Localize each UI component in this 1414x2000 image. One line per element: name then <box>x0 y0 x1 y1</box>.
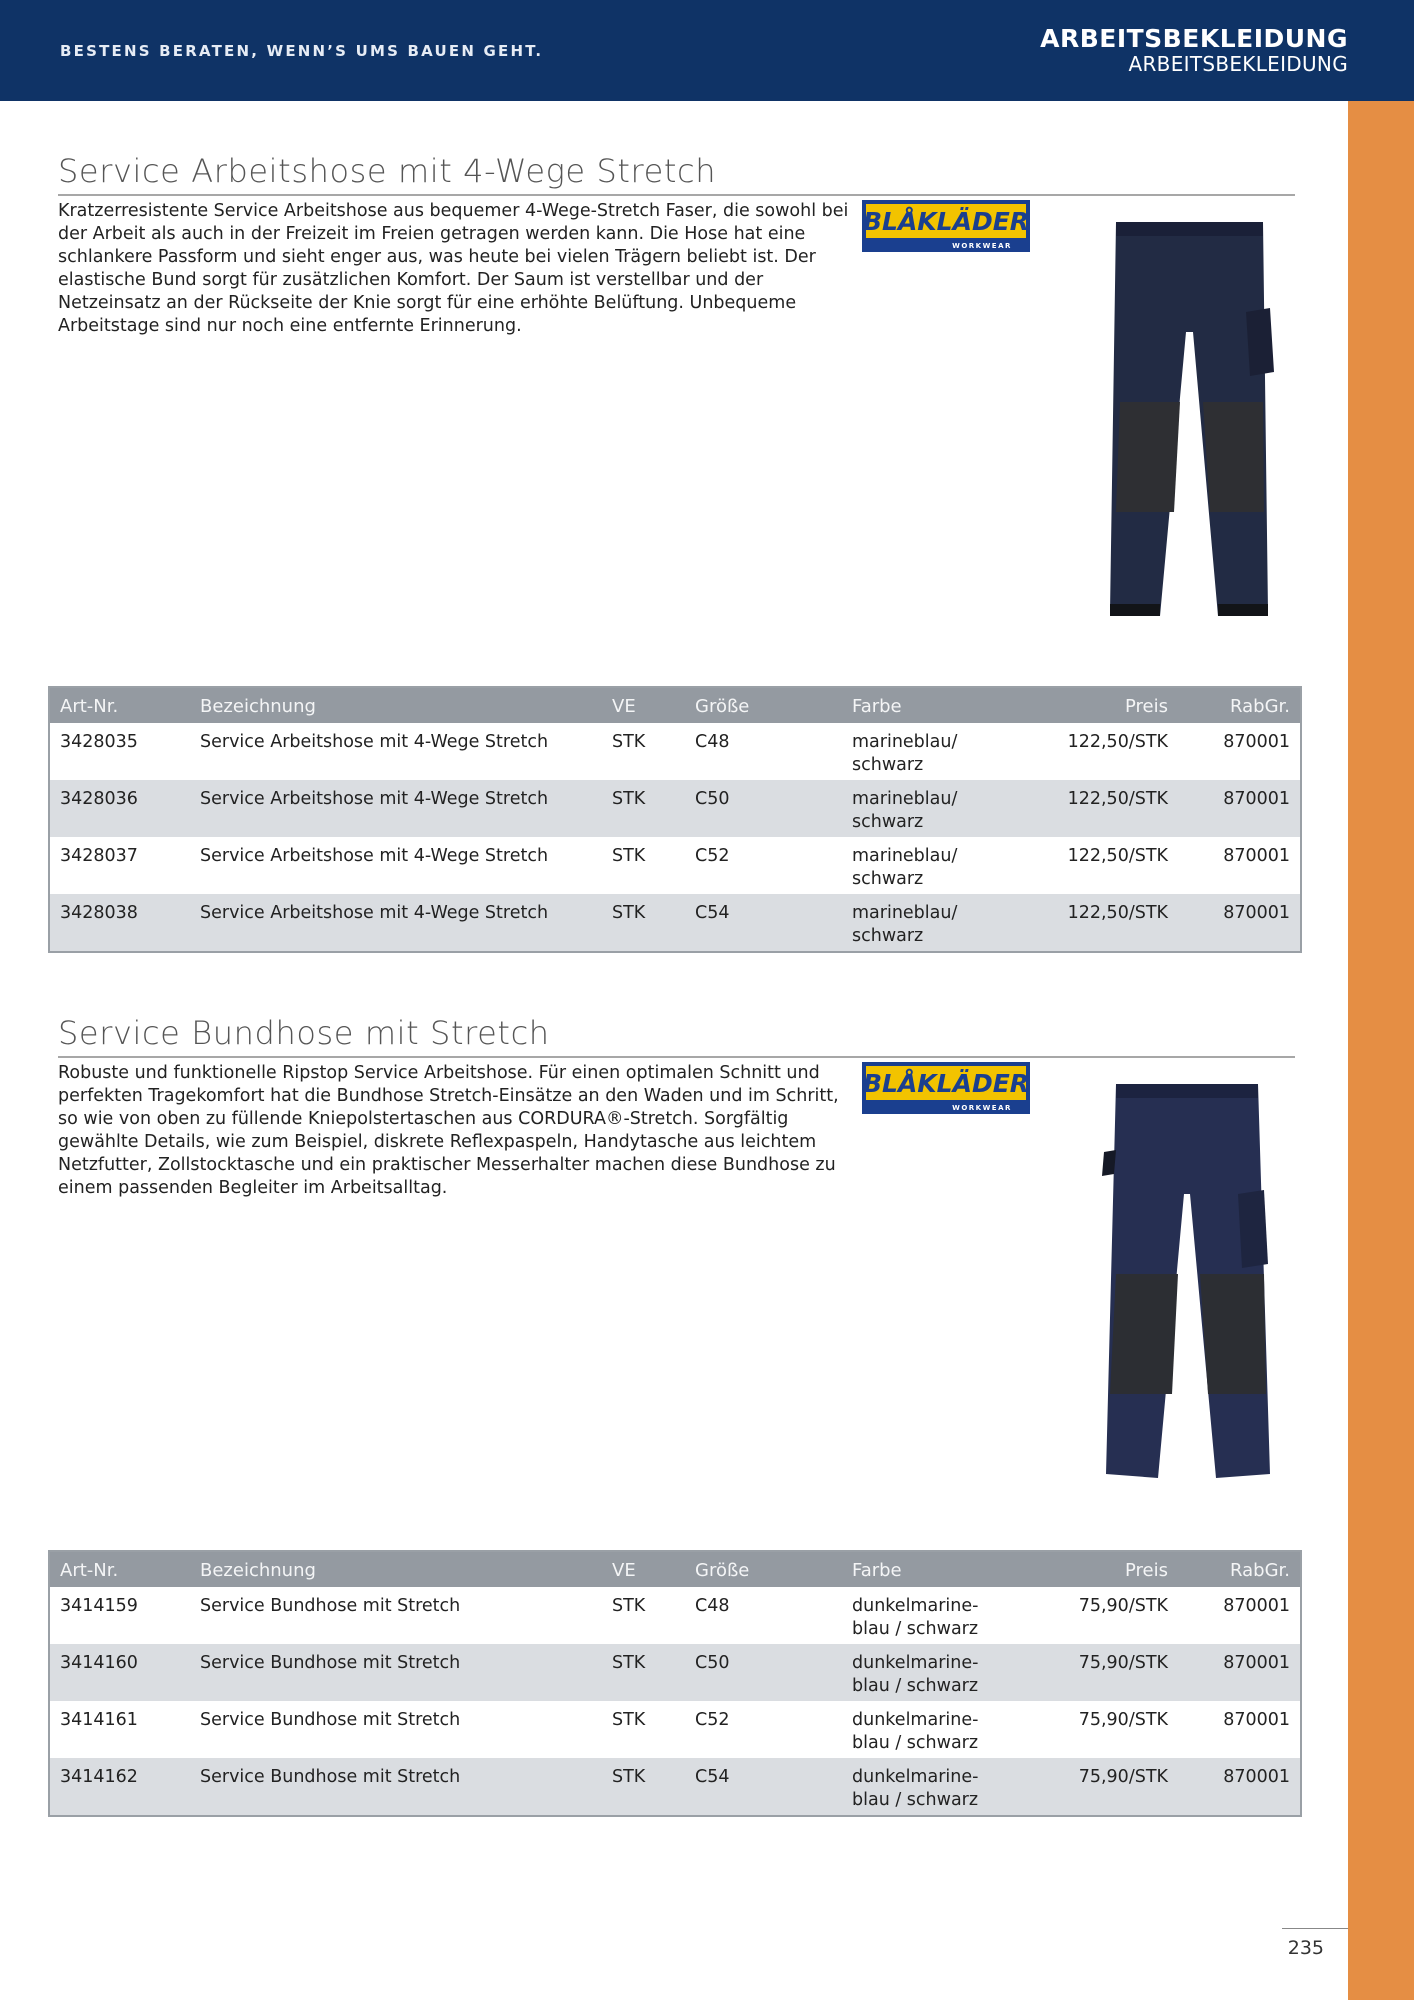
cell-ve: STK <box>612 732 646 752</box>
product-title: Service Bundhose mit Stretch <box>58 1014 550 1052</box>
cell-rabgr: 870001 <box>1223 732 1290 752</box>
cell-preis: 75,90/STK <box>1078 1767 1168 1787</box>
title-divider <box>58 194 1295 196</box>
table-header <box>50 688 1300 723</box>
cell-groesse: C48 <box>695 732 730 752</box>
cell-bezeichnung: Service Bundhose mit Stretch <box>200 1710 461 1730</box>
table-header <box>50 1552 1300 1587</box>
svg-text:BLÅKLÄDER: BLÅKLÄDER <box>862 207 1030 236</box>
col-bezeichnung: Bezeichnung <box>200 1560 316 1581</box>
table-row <box>50 894 1300 951</box>
cell-bezeichnung: Service Arbeitshose mit 4-Wege Stretch <box>200 903 549 923</box>
cell-farbe: dunkelmarine- blau / schwarz <box>852 1710 979 1753</box>
title-divider <box>58 1056 1295 1058</box>
cell-preis: 122,50/STK <box>1067 789 1168 809</box>
cell-ve: STK <box>612 789 646 809</box>
blaklader-logo <box>862 200 1030 252</box>
cell-rabgr: 870001 <box>1223 1596 1290 1616</box>
cell-bezeichnung: Service Arbeitshose mit 4-Wege Stretch <box>200 732 549 752</box>
cell-art: 3414161 <box>60 1710 138 1730</box>
cell-art: 3414159 <box>60 1596 138 1616</box>
svg-text:WORKWEAR: WORKWEAR <box>952 242 1012 250</box>
cell-rabgr: 870001 <box>1223 846 1290 866</box>
cell-art: 3428036 <box>60 789 138 809</box>
col-rabgr: RabGr. <box>1230 1560 1290 1581</box>
cell-rabgr: 870001 <box>1223 903 1290 923</box>
col-bezeichnung: Bezeichnung <box>200 696 316 717</box>
product-description: Robuste und funktionelle Ripstop Service Arbeitshose. Für einen optimalen Schnitt und perfekten Tragekomfort hat die Bundhose Stretch-Einsätze an den Waden und im Schritt, so wie von oben zu füllende Kniepolstertaschen aus CORDURA®-Stretch. Sorgfältig gewählte Details, wie zum Beispiel, diskrete Reflexpaspeln, Handytasche aus leichtem Netzfutter, Zollstocktasche und ein praktischer Messerhalter machen diese Bundhose zu einem passenden Begleiter im Arbeitsalltag. <box>58 1063 839 1198</box>
cell-bezeichnung: Service Bundhose mit Stretch <box>200 1596 461 1616</box>
cell-ve: STK <box>612 1710 646 1730</box>
table-row <box>50 1701 1300 1758</box>
pants-image <box>1098 212 1278 622</box>
page-header <box>0 0 1414 101</box>
page-number: 235 <box>1287 1937 1324 1959</box>
col-preis: Preis <box>1125 1560 1168 1581</box>
category-title: ARBEITSBEKLEIDUNG <box>1040 24 1348 53</box>
product-table <box>48 686 1302 953</box>
svg-text:WORKWEAR: WORKWEAR <box>952 1104 1012 1112</box>
cell-ve: STK <box>612 1596 646 1616</box>
subcategory-title: ARBEITSBEKLEIDUNG <box>1128 52 1348 76</box>
cell-rabgr: 870001 <box>1223 1653 1290 1673</box>
table-row <box>50 837 1300 894</box>
cell-preis: 75,90/STK <box>1078 1710 1168 1730</box>
cell-groesse: C48 <box>695 1596 730 1616</box>
cell-preis: 75,90/STK <box>1078 1596 1168 1616</box>
product-description: Kratzerresistente Service Arbeitshose aus bequemer 4-Wege-Stretch Faser, die sowohl bei der Arbeit als auch in der Freizeit im Freien getragen werden kann. Die Hose hat eine schlankere Passform und sieht enger aus, was heute bei vielen Trägern beliebt ist. Der elastische Bund sorgt für zusätzlichen Komfort. Der Saum ist verstellbar und der Netzeinsatz an der Rückseite der Knie sorgt für eine erhöhte Belüftung. Unbequeme Arbeitstage sind nur noch eine entfernte Erinnerung. <box>58 201 849 336</box>
cell-ve: STK <box>612 846 646 866</box>
cell-groesse: C54 <box>695 1767 730 1787</box>
cell-groesse: C52 <box>695 846 730 866</box>
col-groesse: Größe <box>695 1560 750 1581</box>
cell-art: 3428038 <box>60 903 138 923</box>
col-farbe: Farbe <box>852 1560 902 1581</box>
cell-bezeichnung: Service Arbeitshose mit 4-Wege Stretch <box>200 846 549 866</box>
cell-farbe: dunkelmarine- blau / schwarz <box>852 1653 979 1696</box>
col-art: Art-Nr. <box>60 696 119 717</box>
product-section <box>48 1014 1298 1820</box>
cell-art: 3428035 <box>60 732 138 752</box>
svg-text:BLÅKLÄDER: BLÅKLÄDER <box>862 1069 1030 1098</box>
cell-farbe: marineblau/ schwarz <box>852 732 958 775</box>
table-row <box>50 1587 1300 1644</box>
cell-rabgr: 870001 <box>1223 1767 1290 1787</box>
cell-art: 3428037 <box>60 846 138 866</box>
col-preis: Preis <box>1125 696 1168 717</box>
cell-rabgr: 870001 <box>1223 1710 1290 1730</box>
cell-ve: STK <box>612 903 646 923</box>
cell-bezeichnung: Service Arbeitshose mit 4-Wege Stretch <box>200 789 549 809</box>
col-groesse: Größe <box>695 696 750 717</box>
cell-farbe: marineblau/ schwarz <box>852 846 958 889</box>
table-row <box>50 780 1300 837</box>
cell-farbe: marineblau/ schwarz <box>852 789 958 832</box>
product-table <box>48 1550 1302 1817</box>
cell-preis: 75,90/STK <box>1078 1653 1168 1673</box>
cell-groesse: C54 <box>695 903 730 923</box>
col-art: Art-Nr. <box>60 1560 119 1581</box>
cell-groesse: C50 <box>695 1653 730 1673</box>
accent-sidebar <box>1348 101 1414 2000</box>
pants-image <box>1098 1074 1278 1484</box>
product-title: Service Arbeitshose mit 4-Wege Stretch <box>58 152 717 190</box>
cell-farbe: dunkelmarine- blau / schwarz <box>852 1596 979 1639</box>
cell-ve: STK <box>612 1767 646 1787</box>
cell-groesse: C50 <box>695 789 730 809</box>
col-ve: VE <box>612 1560 636 1581</box>
cell-preis: 122,50/STK <box>1067 846 1168 866</box>
table-row <box>50 1644 1300 1701</box>
table-row <box>50 1758 1300 1815</box>
cell-preis: 122,50/STK <box>1067 732 1168 752</box>
cell-groesse: C52 <box>695 1710 730 1730</box>
product-section <box>48 152 1298 958</box>
blaklader-logo <box>862 1062 1030 1114</box>
cell-art: 3414160 <box>60 1653 138 1673</box>
cell-farbe: marineblau/ schwarz <box>852 903 958 946</box>
cell-art: 3414162 <box>60 1767 138 1787</box>
cell-ve: STK <box>612 1653 646 1673</box>
cell-bezeichnung: Service Bundhose mit Stretch <box>200 1653 461 1673</box>
table-row <box>50 723 1300 780</box>
cell-bezeichnung: Service Bundhose mit Stretch <box>200 1767 461 1787</box>
cell-rabgr: 870001 <box>1223 789 1290 809</box>
header-slogan: BESTENS BERATEN, WENN’S UMS BAUEN GEHT. <box>60 42 544 60</box>
page-number-rule <box>1282 1928 1348 1929</box>
col-ve: VE <box>612 696 636 717</box>
col-farbe: Farbe <box>852 696 902 717</box>
cell-preis: 122,50/STK <box>1067 903 1168 923</box>
cell-farbe: dunkelmarine- blau / schwarz <box>852 1767 979 1810</box>
col-rabgr: RabGr. <box>1230 696 1290 717</box>
